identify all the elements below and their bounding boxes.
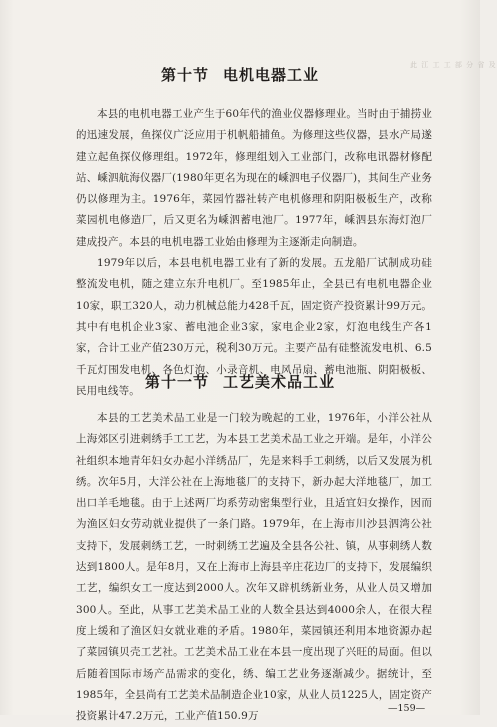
section-heading-10: [0, 64, 480, 85]
section-heading-11: [0, 371, 480, 392]
page-number: —159—: [388, 703, 426, 714]
section-title: 工艺美术品工业: [223, 373, 336, 391]
paragraph: 本县的工艺美术品工业是一门较为晚起的工业，1976年，小洋公社从上海郊区引进刺绣手工工艺，为本县工艺美术品工业之开端。是年，小洋公社组织本地青年妇女办起小洋绣品厂，先是来料手工刺绣，以后又发展为机绣。次年5月，大洋公社在上海地毯厂的支持下，新办起大洋地毯厂，加工出口羊毛地毯。由于上述两厂均系劳动密集型行业，且适宜妇女操作，因而为渔区妇女劳动就业提供了一条门路。1979年，在上海市川沙县泗湾公社支持下，发展刺绣工艺，一时刺绣工艺遍及全县各公社、镇，从事刺绣人数达到1800人。是年8月，又在上海市上海县辛庄花边厂的支持下，发展编织工艺，编织女工一度达到2000人。次年又辟机绣新业务，从业人员又增加300人。至此，从事工艺美术品工业的人数全县达到4000余人，在很大程度上缓和了渔区妇女就业难的矛盾。1980年，菜园镇还利用本地资源办起了菜园镇贝壳工艺社。工艺美术品工业在本县一度出现了兴旺的局面。但以后随着国际市场产品需求的变化，绣、编工艺业务逐渐减少。据统计，至1985年，全县尚有工艺美术品制造企业10家，从业人员1225人，固定资产投资累计47.2万元，工业产值150.9万: [76, 412, 432, 723]
section-number: 第十一节: [144, 373, 209, 391]
section-number: 第十节: [160, 66, 209, 84]
section-title: 电机电器工业: [223, 66, 320, 84]
paragraph: 本县的电机电器工业产生于60年代的渔业仪器修理业。当时由于捕捞业的迅速发展，鱼探仪广泛应用于机帆船捕鱼。为修理这些仪器，县水产局遂建立起鱼探仪修理组。1972年，修理组划入工业部门，改称电讯器材修配站、嵊泗航海仪器厂(1980年更名为现在的嵊泗电子仪器厂)，其间生产业务仍以修理为主。1976年，菜园竹器社转产电机修理和阴阳极板生产，改称菜园机电修造厂，后又更名为嵊泗蓄电池厂。1977年，嵊泗县东海灯泡厂建成投产。本县的电机电器工业始由修理为主逐渐走向制造。: [76, 108, 432, 248]
section-11-body: [76, 408, 432, 727]
paragraph: 1979年以后，本县电机电器工业有了新的发展。五龙船厂试制成功硅整流发电机，随之建立东升电机厂。至1985年止，全县已有电机电器企业10家，职工320人，动力机械总能力428千瓦，固定资产投资累计99万元。其中有电机企业3家、蓄电池企业3家，家电企业2家，灯泡电线生产各1家，合计工业产值230万元，税利30万元。主要产品有硅整流发电机、6.5千瓦灯围发电机、各色灯泡、小录音机、电风吊扇、蓄电池瓶、阴阳极板、民用电线等。: [76, 257, 432, 397]
bleed-through-text: 此 江 工 工 部 分 省 及: [410, 61, 497, 69]
section-10-body: [76, 104, 432, 402]
